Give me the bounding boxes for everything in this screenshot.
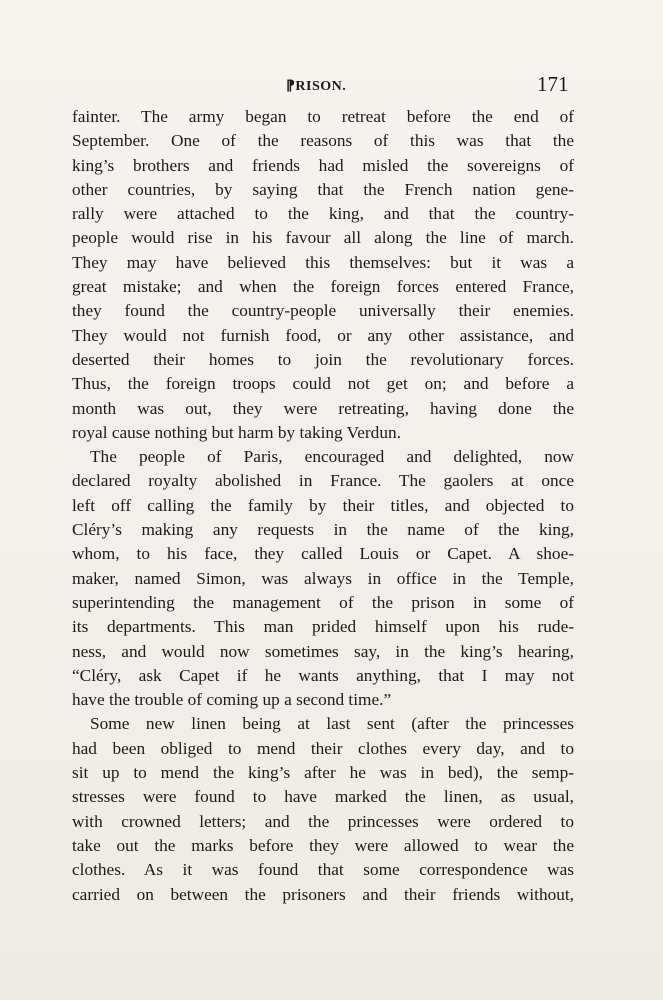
paragraph-start-line: The people of Paris, encouraged and delighted, now [90,447,574,467]
text-line: fainter. The army began to retreat before the end of [72,107,574,126]
text-line: They would not furnish food, or any other assistance, and [72,325,574,345]
text-line: September. One of the reasons of this was that the [72,131,574,151]
text-line: sit up to mend the king’s after he was in bed), the semp- [72,763,574,783]
running-head: ⁋RISON. [286,79,347,94]
text-line: carried on between the prisoners and their friends without, [72,884,574,904]
text-line: They may have believed this themselves: but it was a [72,252,574,272]
text-line: declared royalty abolished in France. The gaolers at once [72,471,574,491]
text-line: whom, to his face, they called Louis or Capet. A shoe- [72,544,574,564]
paragraph-start-line: Some new linen being at last sent (after the princesses [90,714,574,734]
text-line: superintending the management of the prison in some of [72,592,574,612]
text-line: clothes. As it was found that some correspondence was [72,860,574,880]
text-line: royal cause nothing but harm by taking Verdun. [72,422,401,442]
text-line: deserted their homes to join the revolutionary forces. [72,349,574,369]
text-line: left off calling the family by their titles, and objected to [72,495,574,515]
text-line: take out the marks before they were allowed to wear the [72,835,574,855]
page-number: 171 [537,72,569,96]
text-line: month was out, they were retreating, having done the [72,398,574,418]
text-line: had been obliged to mend their clothes every day, and to [72,738,574,758]
text-line: “Cléry, ask Capet if he wants anything, that I may not [72,665,574,685]
text-line: great mistake; and when the foreign forces entered France, [72,277,574,297]
text-line: they found the country-people universally their enemies. [72,301,574,321]
body-text [72,105,574,907]
text-line: king’s brothers and friends had misled the sovereigns of [72,155,574,175]
text-line: stresses were found to have marked the linen, as usual, [72,787,574,807]
text-line: rally were attached to the king, and that the country- [72,204,574,224]
text-line: Thus, the foreign troops could not get on; and before a [72,374,574,394]
text-line: Cléry’s making any requests in the name of the king, [72,520,574,540]
text-line: ness, and would now sometimes say, in the king’s hearing, [72,641,574,661]
text-line: other countries, by saying that the French nation gene- [72,179,574,199]
text-line: have the trouble of coming up a second time.” [72,690,392,710]
page-header [0,70,663,100]
text-line: maker, named Simon, was always in office in the Temple, [72,568,574,588]
text-line: people would rise in his favour all along the line of march. [72,228,574,248]
text-line: with crowned letters; and the princesses were ordered to [72,811,574,831]
text-line: its departments. This man prided himself upon his rude- [72,617,574,637]
